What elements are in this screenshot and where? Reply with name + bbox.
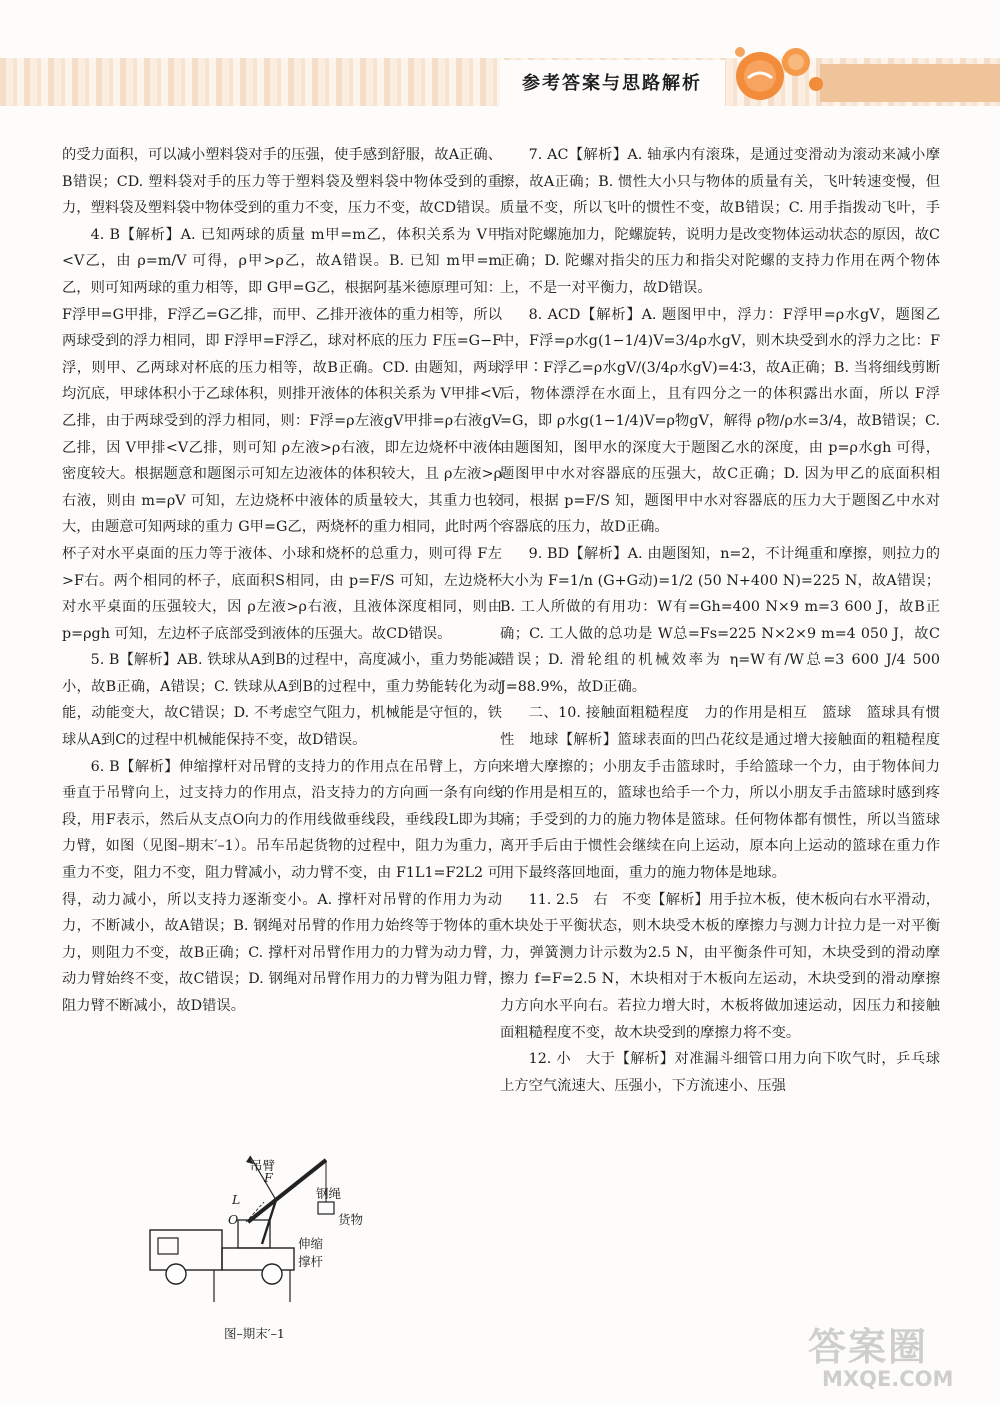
watermark-logo <box>808 1316 998 1396</box>
answer-paragraph: 4. B【解析】A. 已知两球的质量 m甲=m乙，体积关系为 V甲<V乙，由 ρ=m/V 可得，ρ甲>ρ乙，故A错误。B. 已知 m甲=m乙，则可知两球的重力相等，即 G甲=G乙，根据阿基米德原理可知：F浮甲=G甲排，F浮乙=G乙排，而甲、乙排开液体的重力相等，所以两球受到的浮力相同，即 F浮甲=F浮乙，球对杯底的压力 F压=G−F浮，则甲、乙两球对杯底的压力相等，故B正确。CD. 由题知，两球均沉底，甲球体积小于乙球体积，则排开液体的体积关系为 V甲排<V乙排，由于两球受到的浮力相同，则：F浮=ρ左液gV甲排=ρ右液gV乙排，因 V甲排<V乙排，则可知 ρ左液>ρ右液，即左边烧杯中液体密度较大。根据题意和题图示可知左边液体的体积较大，且 ρ左液>ρ右液，则由 m=ρV 可知，左边烧杯中液体的质量较大，其重力也较大，由题意可知两球的重力 G甲=G乙，两烧杯的重力相同，此时两个杯子对水平桌面的压力等于液体、小球和烧杯的总重力，则可得 F左>F右。两个相同的杯子，底面积S相同，由 p=F/S 可知，左边烧杯对水平桌面的压强较大，因 ρ左液>ρ右液，且液体深度相同，则由 p=ρgh 可知，左边杯子底部受到液体的压强大。故CD错误。 <box>62 226 502 642</box>
label-lever-arm: L <box>232 1192 241 1207</box>
label-strut-line2: 撑杆 <box>298 1254 324 1269</box>
watermark-chinese: 答案圈 <box>808 1325 929 1369</box>
answer-paragraph: 9. BD【解析】A. 由题图知，n=2，不计绳重和摩擦，则拉力的大小为 F=1/n (G+G动)=1/2 (50 N+400 N)=225 N，故A错误；B. 工人所做的有用功：W有=Gh=400 N×9 m=3 600 J，故B正确；C. 工人做的总功是 W总=Fs=225 N×2×9 m=4 050 J，故C错误；D. 滑轮组的机械效率为 η=W有/W总=3 600 J/4 500 J=88.9%，故D正确。 <box>500 545 940 695</box>
answer-paragraph: 二、10. 接触面粗糙程度 力的作用是相互 篮球 篮球具有惯性 地球【解析】篮球表面的凹凸花纹是通过增大接触面的粗糙程度来增大摩擦的；小朋友手击篮球时，手给篮球一个力，由于物体间力的作用是相互的，篮球也给手一个力，所以小朋友手击篮球时感到疼痛；手受到的力的施力物体是篮球。任何物体都有惯性，所以当篮球离开手后由于惯性会继续在向上运动，原本向上运动的篮球在重力作用下最终落回地面，重力的施力物体是地球。 <box>500 705 940 882</box>
label-cargo: 货物 <box>338 1212 364 1227</box>
answer-paragraph: 5. B【解析】AB. 铁球从A到B的过程中，高度减小，重力势能减小，故B正确，A错误；C. 铁球从A到B的过程中，重力势能转化为动能，动能变大，故C错误；D. 不考虑空气阻力，机械能是守恒的，铁球从A到C的过程中机械能保持不变，故D错误。 <box>62 652 502 749</box>
label-strut-line1: 伸缩 <box>298 1236 324 1251</box>
left-text-column <box>62 142 502 1020</box>
label-arm: 吊臂 <box>250 1158 276 1173</box>
answer-paragraph: 6. B【解析】伸缩撑杆对吊臂的支持力的作用点在吊臂上，方向垂直于吊臂向上，过支持力的作用点，沿支持力的方向画一条有向线段，用F表示，然后从支点O向力的作用线做垂线段，垂线段L即为其力臂，如图（见图–期末′–1）。吊车吊起货物的过程中，阻力为重力，重力不变，阻力不变，阻力臂减小，动力臂不变，由 F1L1=F2L2 可得，动力减小，所以支持力逐渐变小。A. 撑杆对吊臂的作用力为动力，不断减小，故A错误；B. 钢绳对吊臂的作用力始终等于物体的重力，则阻力不变，故B正确；C. 撑杆对吊臂作用力的力臂为动力臂，动力臂始终不变，故C错误；D. 钢绳对吊臂作用力的力臂为阻力臂，阻力臂不断减小，故D错误。 <box>62 758 502 1014</box>
answer-paragraph: 8. ACD【解析】A. 题图甲中，浮力：F浮甲=ρ水gV，题图乙中，F浮=ρ水g(1−1/4)V=3/4ρ水gV，则木块受到水的浮力之比：F浮甲∶F浮乙=ρ水gV/(3/4ρ水gV)=4∶3，故A正确；B. 当将细线剪断后，物体漂浮在水面上，且有四分之一的体积露出水面，所以 F浮=G，即 ρ水g(1−1/4)V=ρ物gV，解得 ρ物/ρ水=3/4，故B错误；C. 由题图知，图甲水的深度大于题图乙水的深度，由 p=ρ水gh 可得，题图甲中水对容器底的压强大，故C正确；D. 因为甲乙的底面积相同，根据 p=F/S 知，题图甲中水对容器底的压力大于题图乙中水对容器底的压力，故D正确。 <box>500 306 940 536</box>
answer-paragraph: 7. AC【解析】A. 轴承内有滚珠，是通过变滑动为滚动来减小摩擦，故A正确；B. 惯性大小只与物体的质量有关，飞叶转速变慢，但质量不变，所以飞叶的惯性不变，故B错误；C. 用手指拨动飞叶，手指对陀螺施加力，陀螺旋转，说明力是改变物体运动状态的原因，故C正确；D. 陀螺对指尖的压力和指尖对陀螺的支持力作用在两个物体上，不是一对平衡力，故D错误。 <box>500 147 940 296</box>
watermark-domain: MXQE.COM <box>822 1367 954 1391</box>
answer-paragraph: 的受力面积，可以减小塑料袋对手的压强，使手感到舒服，故A正确、B错误；CD. 塑料袋对手的压力等于塑料袋及塑料袋中物体受到的重力，塑料袋及塑料袋中物体受到的重力不变，压力不变，故CD错误。 <box>62 147 502 217</box>
crane-truck-diagram <box>140 1152 360 1327</box>
header-right-block <box>820 64 1000 102</box>
answer-paragraph: 12. 小 大于【解析】对准漏斗细管口用力向下吹气时，乒乓球上方空气流速大、压强小，下方流速小、压强 <box>500 1051 940 1094</box>
label-pivot: O <box>228 1212 239 1227</box>
header-title-box <box>500 60 725 106</box>
orange-fruit-icon <box>726 40 826 110</box>
right-text-column <box>500 142 940 1099</box>
figure-caption: 图–期末′–1 <box>224 1326 285 1341</box>
page-header-title: 参考答案与思路解析 <box>522 73 702 94</box>
label-force: F <box>264 1170 273 1185</box>
label-rope: 钢绳 <box>316 1186 342 1201</box>
answer-paragraph: 11. 2.5 右 不变【解析】用手拉木板，使木板向右水平滑动，木块处于平衡状态，则木块受木板的摩擦力与测力计拉力是一对平衡力，弹簧测力计示数为2.5 N，由平衡条件可知，木块受到的滑动摩擦力 f=F=2.5 N，木块相对于木板向左运动，木块受到的滑动摩擦力方向水平向右。若拉力增大时，木板将做加速运动，因压力和接触面粗糙程度不变，故木块受到的摩擦力将不变。 <box>500 891 940 1041</box>
